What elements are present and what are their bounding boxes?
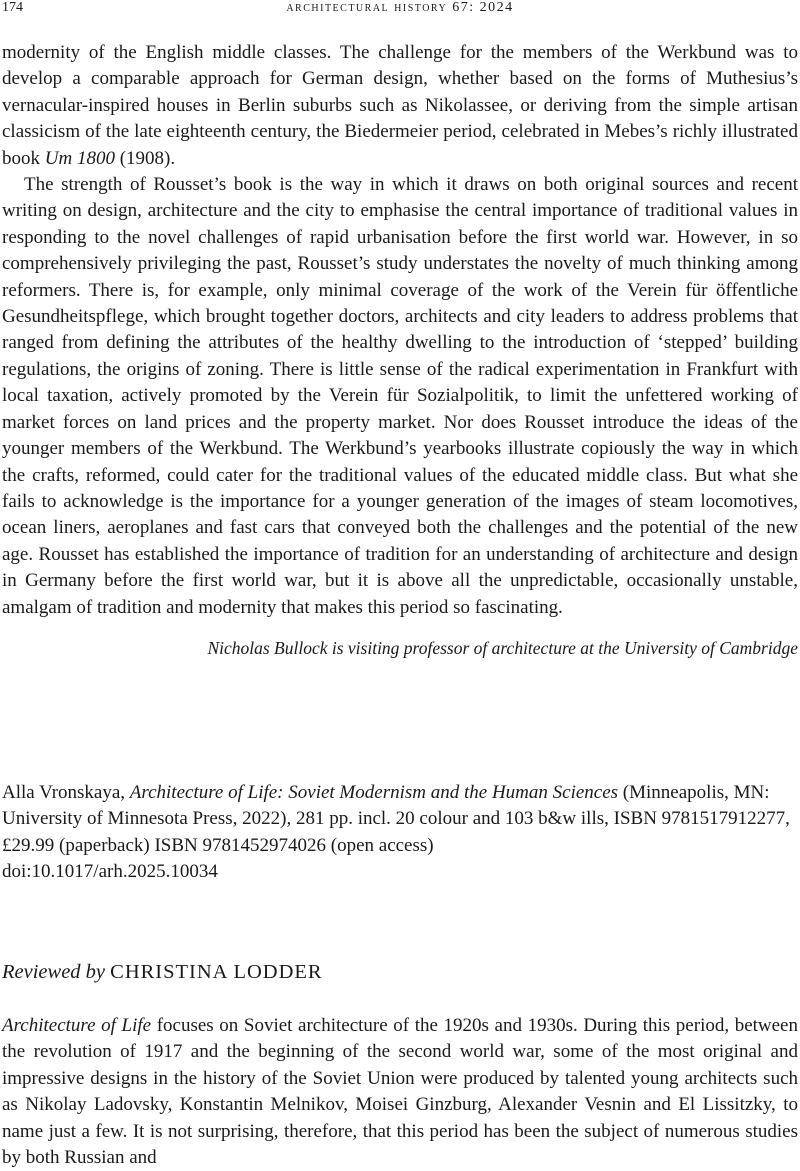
book-title: Um 1800: [44, 147, 115, 169]
reviewer-line: [2, 958, 798, 986]
paragraph-text: modernity of the English middle classes. The challenge for the members of the Werkbund was to develop a comparable approach for German design, whether based on the forms of Muthesius’s vernacular-inspired houses in Berlin suburbs such as Nikolassee, or deriving from the simple artisan classicism of the late eighteenth century, the Biedermeier period, celebrated in Mebes’s richly illustrated book: [2, 42, 798, 169]
book-title: Architecture of Life: [2, 1015, 152, 1036]
paragraph: [2, 1013, 798, 1171]
previous-review-text: [2, 40, 798, 661]
reviewer-bio: Nicholas Bullock is visiting professor of architecture at the University of Cambridge: [207, 637, 798, 658]
doi: doi:10.1017/arh.2025.10034: [2, 861, 218, 883]
paragraph-text: focuses on Soviet architecture of the 1920s and 1930s. During this period, between the revolution of 1917 and the beginning of the second world war, some of the most original and impressive designs in the history of the Soviet Union were produced by talented young architects such as Nikolay Ladovsky, Konstantin Melnikov, Moisei Ginzburg, Alexander Vesnin and El Lissitzky, to name just a few. It is not surprising, therefore, that this period has been the subject of numerous studies by both Russian and: [2, 1015, 798, 1169]
review-citation: [2, 780, 798, 886]
running-head: [2, 0, 798, 24]
reviewer-name: CHRISTINA LODDER: [110, 961, 323, 983]
paragraph: [2, 40, 798, 172]
journal-title: architectural history 67: 2024: [286, 0, 514, 15]
book-title: Architecture of Life: Soviet Modernism and the Human Sciences: [129, 782, 619, 803]
page-number: 174: [2, 0, 23, 15]
bibliographic-entry: [2, 780, 798, 859]
publication-details: (Minneapolis, MN: University of Minnesota Press, 2022), 281 pp. incl. 20 colour and 103 b&w ills, ISBN 9781517912277, £29.99 (paperback) ISBN 9781452974026 (open access): [2, 782, 790, 856]
book-author: Alla Vronskaya,: [2, 782, 130, 803]
paragraph: The strength of Rousset’s book is the way in which it draws on both original sources and recent writing on design, architecture and the city to emphasise the central importance of traditional values in responding to the novel challenges of rapid urbanisation before the first world war. However, in so comprehensively privileging the past, Rousset’s study understates the novelty of much thinking among reformers. There is, for example, only minimal coverage of the work of the Verein für öffentliche Gesundheitspflege, which brought together doctors, architects and city leaders to address problems that ranged from defining the attributes of the healthy dwelling to the introduction of ‘stepped’ building regulations, the origins of zoning. There is little sense of the radical experimentation in Frankfurt with local taxation, actively promoted by the Verein für Sozialpolitik, to limit the unfettered working of market forces on land prices and the property market. Nor does Rousset introduce the ideas of the younger members of the Werkbund. The Werkbund’s yearbooks illustrate copiously the way in which the crafts, reformed, could cater for the traditional values of the educated middle class. But what she fails to acknowledge is the importance for a younger generation of the images of steam locomotives, ocean liners, aeroplanes and fast cars that conveyed both the challenges and the potential of the new age. Rousset has established the importance of tradition for an understanding of architecture and design in Germany before the first world war, but it is above all the unpredictable, occasionally unstable, amalgam of tradition and modernity that makes this period so fascinating.: [2, 174, 798, 618]
paragraph-text: (1908).: [114, 147, 176, 169]
reviewed-by-label: Reviewed by: [2, 961, 106, 983]
review-body: [2, 1013, 798, 1171]
